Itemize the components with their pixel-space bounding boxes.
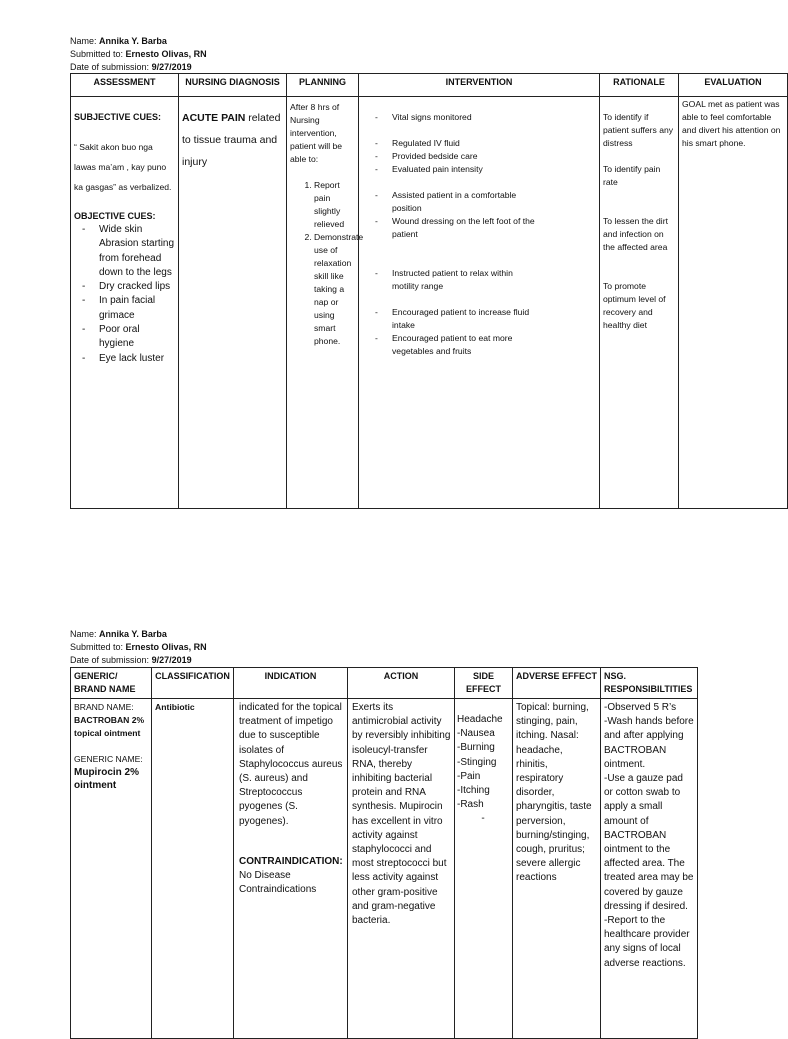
generic-label: GENERIC NAME: (74, 754, 143, 764)
nsg-responsibilities-cell (601, 699, 698, 1039)
submitted-line: Submitted to: Ernesto Olivas, RN (70, 49, 207, 59)
drug-name-cell (71, 699, 152, 1039)
rationale-item: To identify if patient suffers any distress (603, 112, 674, 148)
nsg-item: -Wash hands before and after applying BACTROBAN ointment. (604, 716, 694, 770)
nsg-item: -Report to the healthcare provider any signs of local adverse reactions. (604, 915, 690, 969)
planning-list (290, 179, 364, 348)
doc2-header (70, 628, 207, 667)
evaluation-cell (679, 97, 788, 509)
list-item: - Dry cracked lips (74, 280, 175, 294)
col-rationale: RATIONALE (600, 74, 679, 97)
indication-text: indicated for the topical treatment of impetigo due to susceptible isolates of Staphylococcus aureus (S. aureus) and Streptococcus pyogenes (S. pyogenes). (239, 702, 343, 827)
rationale-cell (600, 97, 679, 509)
indication-cell (234, 699, 348, 1039)
objective-list (74, 223, 175, 366)
col-adverse-effect: ADVERSE EFFECT (513, 668, 601, 699)
classification-cell (152, 699, 234, 1039)
subjective-quote: “ Sakit akon buo nga lawas ma’am , kay puno ka gasgas” as verbalized. (74, 142, 172, 192)
col-evaluation: EVALUATION (679, 74, 788, 97)
col-intervention: INTERVENTION (359, 74, 600, 97)
col-classification: CLASSIFICATION (152, 668, 234, 699)
rationale-item: To lessen the dirt and infection on the affected area (603, 216, 668, 252)
diagnosis-cell (179, 97, 287, 509)
planning-intro: After 8 hrs of Nursing intervention, patient will be able to: (290, 102, 343, 164)
planning-cell (287, 97, 364, 509)
side-effect-item: -Stinging (457, 756, 497, 768)
evaluation-text: GOAL met as patient was able to feel comfortable and divert his attention on his smart phone. (682, 99, 781, 148)
contraindication-text: No Disease Contraindications (239, 870, 317, 896)
doc1-header (70, 35, 207, 74)
list-item: - Wide skin Abrasion starting from forehead down to the legs (74, 223, 175, 280)
action-text: Exerts its antimicrobial activity by reversibly inhibiting isoleucyl-transfer RNA, thereby inhibiting bacterial protein and RNA synthesis. Mupirocin has excellent in vitro activity against staphylococci and most streptococci but less activity against other gram-positive and gram-negative bacteria. (352, 702, 451, 927)
side-effect-item: -Nausea (457, 728, 495, 740)
side-effect-item: - (481, 813, 485, 825)
col-nursing-diagnosis: NURSING DIAGNOSIS (179, 74, 287, 97)
list-item: - Assisted patient in a comfortable position (367, 189, 539, 215)
adverse-effect-cell (513, 699, 601, 1039)
intervention-list (362, 111, 539, 358)
col-assessment: ASSESSMENT (71, 74, 179, 97)
list-item: - Instructed patient to relax within motility range (367, 267, 539, 293)
name-line: Name: Annika Y. Barba (70, 629, 167, 639)
intervention-cell (359, 97, 600, 509)
list-item: - In pain facial grimace (74, 294, 175, 323)
col-side-effect: SIDE EFFECT (455, 668, 513, 699)
list-item: - Regulated IV fluid (367, 137, 539, 150)
side-effect-item: -Pain (457, 770, 481, 782)
contraindication-title: CONTRAINDICATION: (239, 855, 343, 867)
classification-text: Antibiotic (155, 702, 195, 712)
diagnosis-text: ACUTE PAIN related to tissue trauma and injury (182, 112, 281, 168)
date-line: Date of submission: 9/27/2019 (70, 655, 192, 665)
col-indication: INDICATION (234, 668, 348, 699)
action-cell (348, 699, 455, 1039)
brand-label: BRAND NAME: (74, 702, 134, 712)
list-item: 2. Demonstrate use of relaxation skill like taking a nap or using smart phone. (314, 231, 355, 348)
col-planning: PLANNING (287, 74, 359, 97)
col-action: ACTION (348, 668, 455, 699)
side-effect-item: Headache (457, 714, 503, 725)
objective-title: OBJECTIVE CUES: (74, 211, 156, 221)
list-item: - Poor oral hygiene (74, 323, 175, 352)
side-effect-cell (455, 699, 513, 1039)
list-item: - Provided bedside care (367, 150, 539, 163)
rationale-item: To identify pain rate (603, 164, 661, 187)
list-item: - Vital signs monitored (367, 111, 539, 124)
side-effect-item: -Itching (457, 785, 490, 797)
brand-name: BACTROBAN 2% topical ointment (74, 715, 145, 738)
col-nsg-responsibilities: NSG. RESPONSIBILTITIES (601, 668, 698, 699)
list-item: - Eye lack luster (74, 352, 175, 366)
side-effect-item: -Rash (457, 799, 484, 811)
list-item: - Wound dressing on the left foot of the patient (367, 215, 539, 241)
adverse-effect-text: Topical: burning, stinging, pain, itching. Nasal: headache, rhinitis, respiratory disorder, pharyngitis, taste perversion, burning/stinging, cough, pruritus; severe allergic reactions (516, 702, 592, 884)
submitted-line: Submitted to: Ernesto Olivas, RN (70, 642, 207, 652)
date-line: Date of submission: 9/27/2019 (70, 62, 192, 72)
assessment-cell (71, 97, 179, 509)
nursing-care-plan-table (70, 73, 788, 509)
subjective-title: SUBJECTIVE CUES: (74, 112, 162, 122)
side-effect-item: -Burning (457, 742, 495, 754)
col-generic-brand: GENERIC/ BRAND NAME (71, 668, 152, 699)
drug-study-table (70, 667, 698, 1039)
list-item: 1. Report pain slightly relieved (314, 179, 355, 231)
nsg-item: -Use a gauze pad or cotton swab to apply a small amount of BACTROBAN ointment to the affected area. The treated area may be covered by gauze dressing if desired. (604, 773, 694, 912)
nsg-item: -Observed 5 R’s (604, 702, 677, 713)
list-item: - Encouraged patient to eat more vegetables and fruits (367, 332, 539, 358)
list-item: - Encouraged patient to increase fluid intake (367, 306, 539, 332)
generic-name: Mupirocin 2% ointment (74, 767, 140, 791)
rationale-item: To promote optimum level of recovery and healthy diet (603, 281, 666, 330)
name-line: Name: Annika Y. Barba (70, 36, 167, 46)
list-item: - Evaluated pain intensity (367, 163, 539, 176)
